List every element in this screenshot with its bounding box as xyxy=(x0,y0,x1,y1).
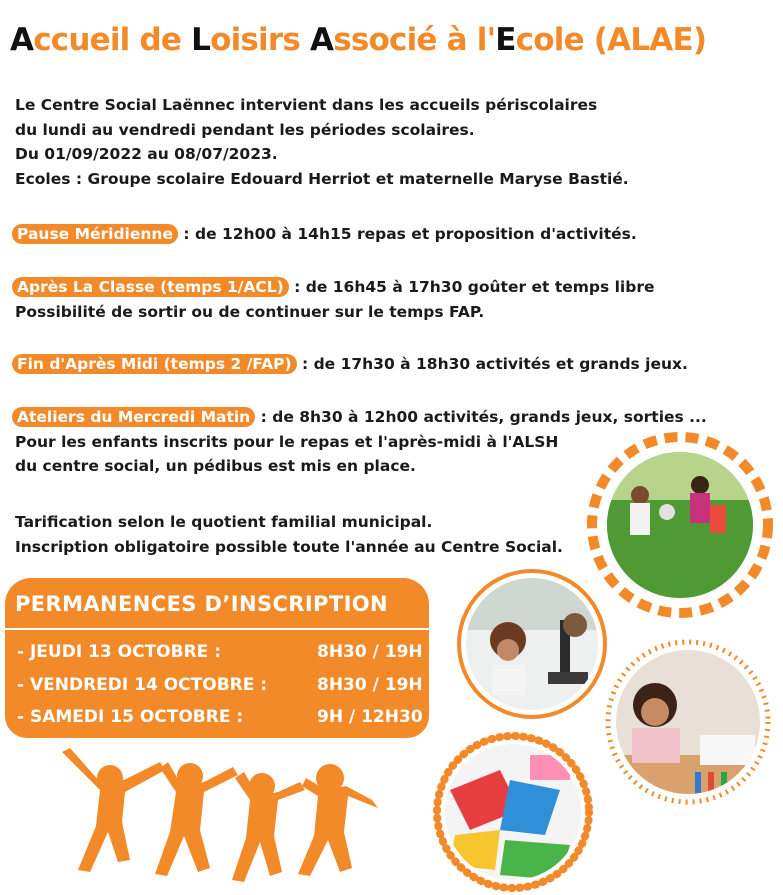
permanence-time: 8H30 / 19H xyxy=(317,642,423,662)
intro-line: Ecoles : Groupe scolaire Edouard Herriot et maternelle Maryse Bastié. xyxy=(15,169,629,188)
acl-line2: Possibilité de sortir ou de continuer sur le temps FAP. xyxy=(15,302,485,321)
tarif-line1: Tarification selon le quotient familial municipal. xyxy=(15,513,433,531)
title-part: ssocié à l' xyxy=(333,22,496,58)
mercredi-line3: du centre social, un pédibus est mis en place. xyxy=(15,457,416,475)
title-part: A xyxy=(10,22,34,58)
pause-tag: Pause Méridienne xyxy=(12,224,178,244)
intro-line: Du 01/09/2022 au 08/07/2023. xyxy=(15,145,278,163)
permanence-time: 8H30 / 19H xyxy=(317,675,423,695)
photo-microscope xyxy=(459,571,610,717)
intro-line: Le Centre Social Laënnec intervient dans les accueils périscolaires xyxy=(15,96,598,114)
permanence-day: - SAMEDI 15 OCTOBRE : xyxy=(17,707,244,727)
mercredi-tag: Ateliers du Mercredi Matin xyxy=(12,407,255,427)
silhouette-child xyxy=(298,764,378,876)
title-part: A xyxy=(310,22,334,58)
title-part: ccueil de xyxy=(33,22,192,58)
tarif-line2: Inscription obligatoire possible toute l'année au Centre Social. xyxy=(15,537,563,556)
title-part: cole (ALAE) xyxy=(515,22,707,58)
permanence-day: - JEUDI 13 OCTOBRE : xyxy=(17,642,221,662)
permanences-heading: PERMANENCES D’INSCRIPTION xyxy=(15,592,389,616)
photo-painting xyxy=(608,642,770,805)
title-part: E xyxy=(495,22,516,58)
fap-text: : de 17h30 à 18h30 activités et grands jeux. xyxy=(301,355,688,373)
permanence-time: 9H / 12H30 xyxy=(317,707,423,727)
silhouette-child xyxy=(155,762,238,876)
title-part: oisirs xyxy=(210,22,311,58)
mercredi-text: : de 8h30 à 12h00 activités, grands jeux, sorties ... xyxy=(260,408,707,426)
fap-tag: Fin d'Après Midi (temps 2 /FAP) xyxy=(12,354,297,374)
pause-text: : de 12h00 à 14h15 repas et proposition d'activités. xyxy=(183,225,637,243)
intro-line: du lundi au vendredi pendant les périodes scolaires. xyxy=(15,120,475,139)
title-part: L xyxy=(191,22,211,58)
photo-crafts xyxy=(437,736,590,888)
silhouette-child xyxy=(232,772,305,882)
acl-text: : de 16h45 à 17h30 goûter et temps libre xyxy=(294,278,655,296)
silhouette-child xyxy=(62,748,165,872)
photo-kids-playing xyxy=(592,437,768,613)
acl-tag: Après La Classe (temps 1/ACL) xyxy=(12,277,289,297)
permanence-day: - VENDREDI 14 OCTOBRE : xyxy=(17,675,268,695)
mercredi-line2: Pour les enfants inscrits pour le repas et l'après-midi à l'ALSH xyxy=(15,432,559,451)
children-silhouettes xyxy=(62,748,378,882)
